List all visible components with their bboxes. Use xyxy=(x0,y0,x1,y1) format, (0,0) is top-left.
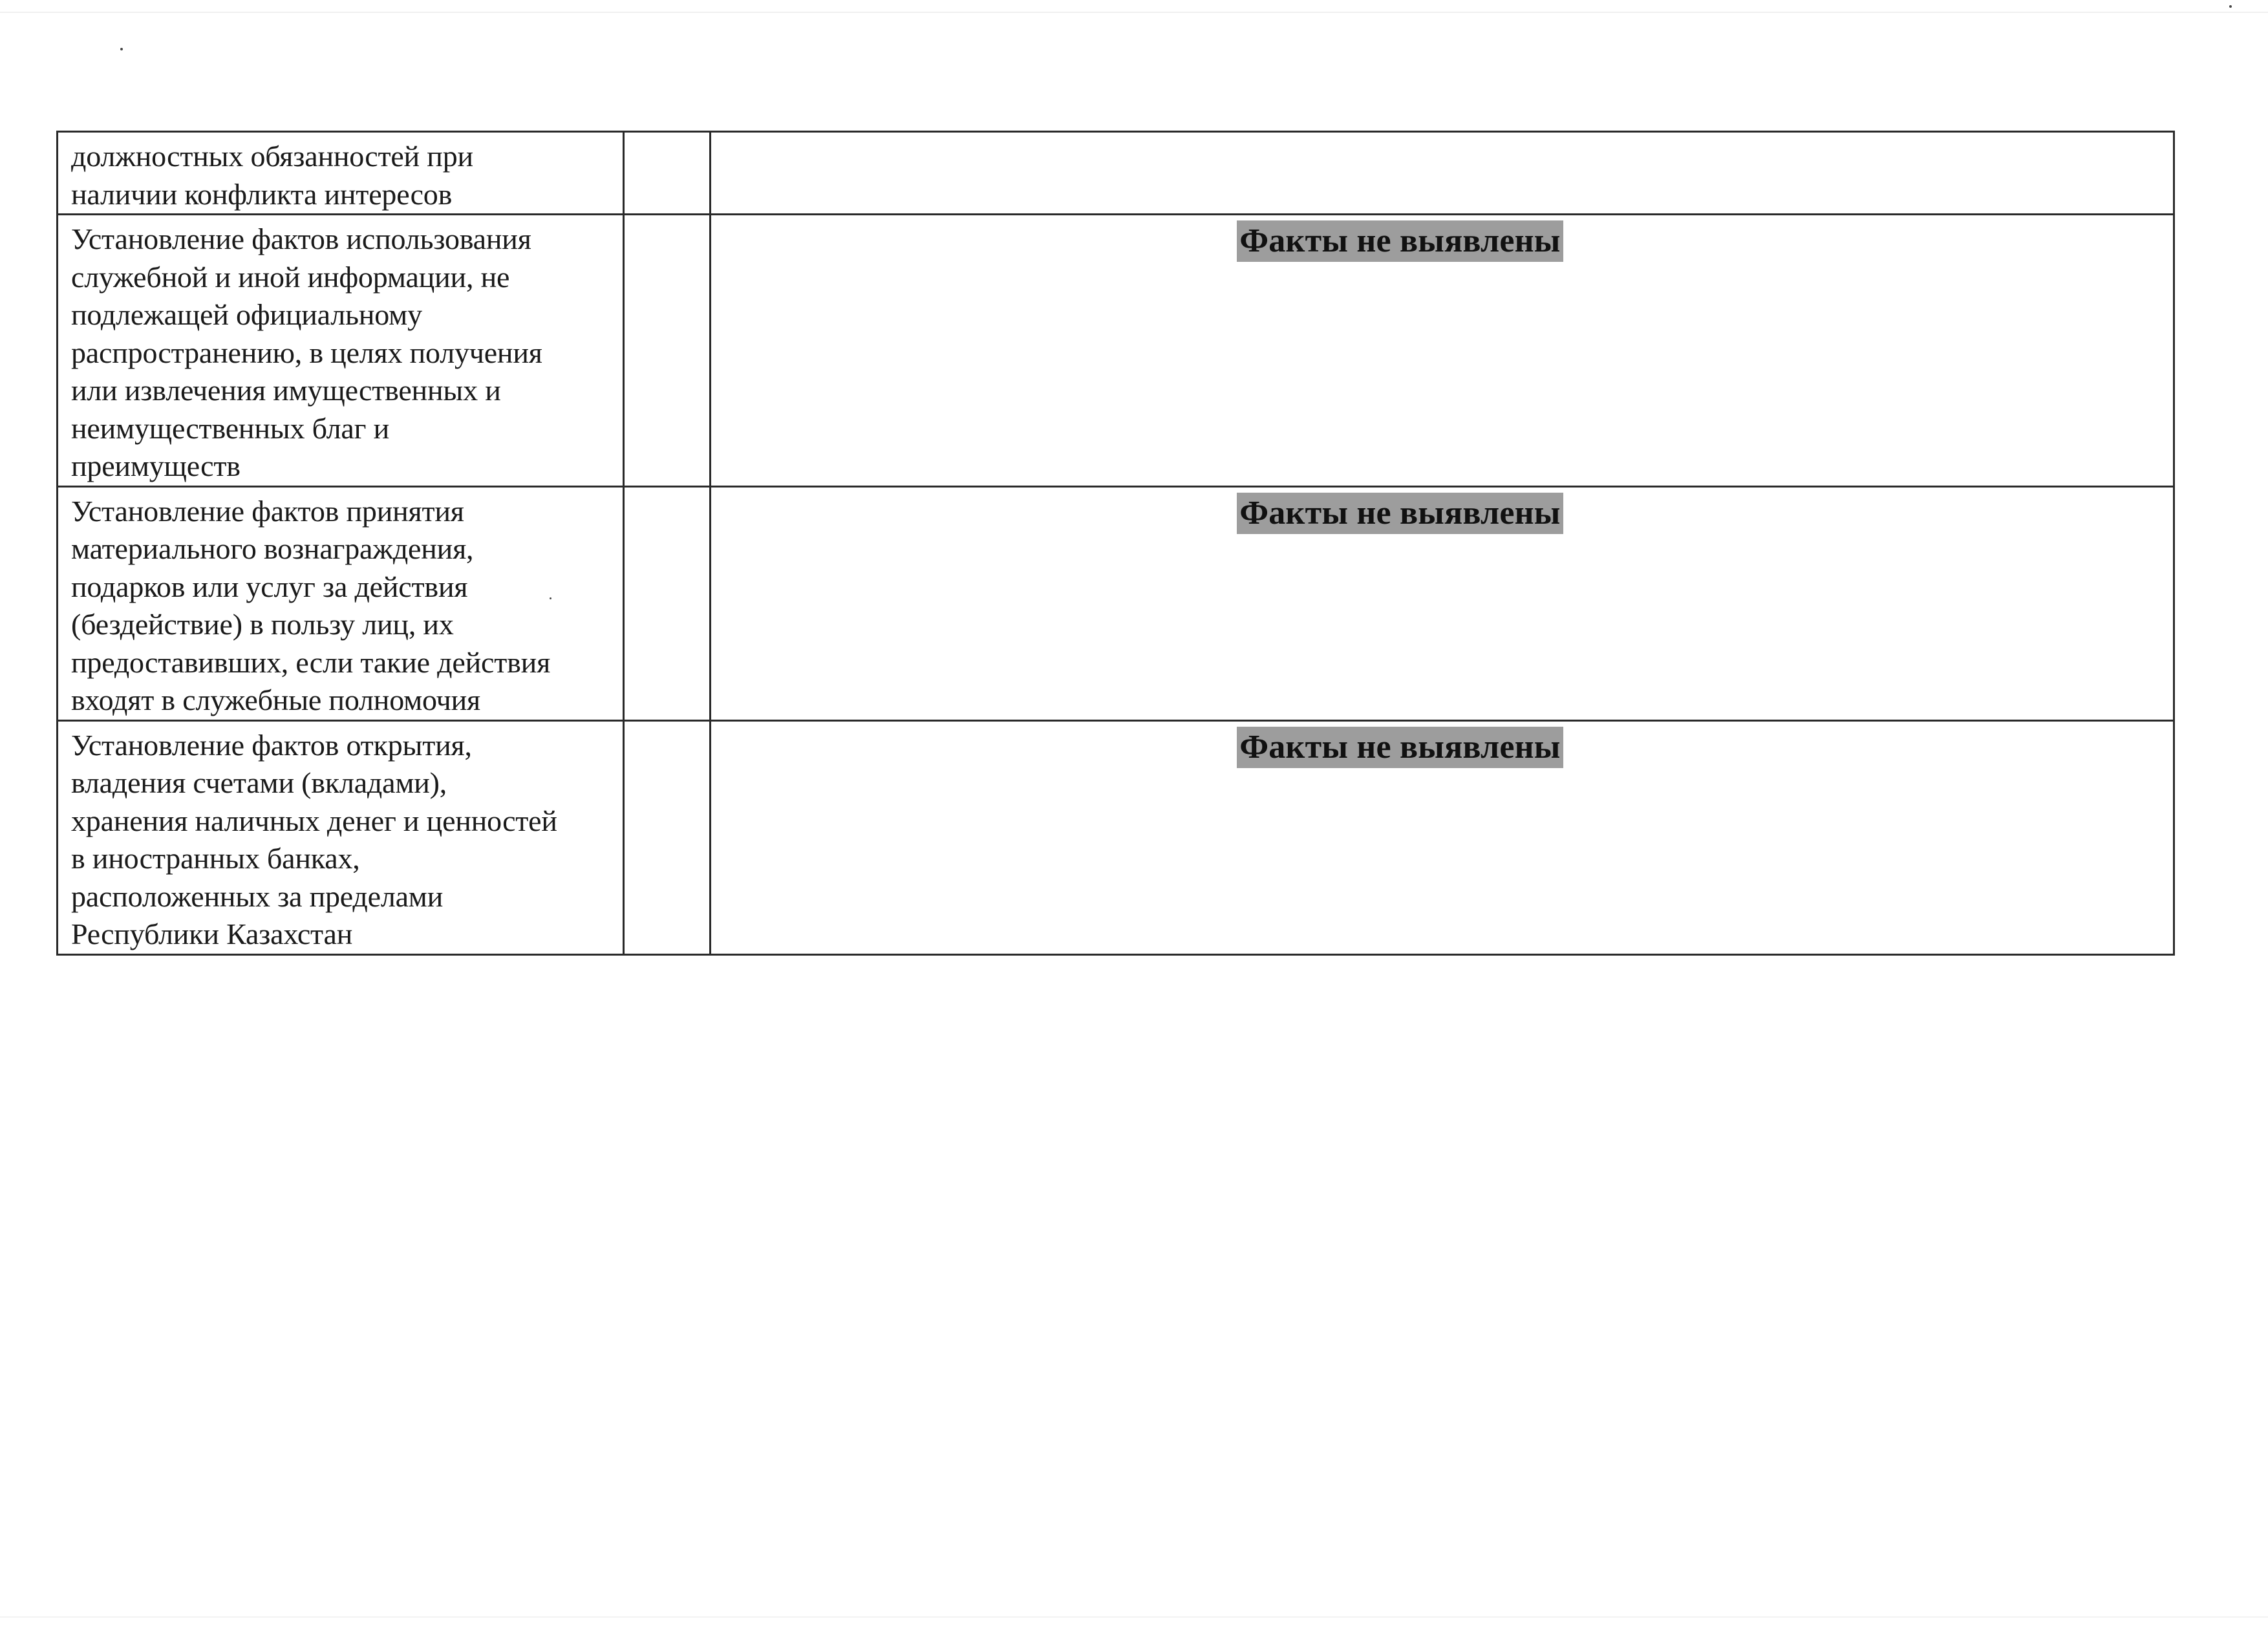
result-highlight: Факты не выявлены xyxy=(1237,727,1563,768)
mark-cell xyxy=(624,720,711,954)
result-cell xyxy=(711,720,2174,954)
scan-speck xyxy=(120,48,123,50)
scan-edge-bottom xyxy=(0,1616,2268,1618)
criterion-text: Установление фактов принятия материального вознаграждения, подарков или услуг за действия (бездействие) в пользу лиц, их предоставивших, если такие действия входят в служебные полномочия xyxy=(71,494,551,716)
scan-speck xyxy=(2229,5,2232,8)
criterion-cell xyxy=(58,132,624,215)
criterion-text: Установление фактов открытия, владения счетами (вкладами), хранения наличных денег и ценностей в иностранных банках, расположенных за пределами Республики Казахстан xyxy=(71,728,557,950)
result-cell xyxy=(711,132,2174,215)
criterion-text: Установление фактов использования служебной и иной информации, не подлежащей официальному распространению, в целях получения или извлечения имущественных и неимущественных благ и преимуществ xyxy=(71,222,542,482)
criterion-text: должностных обязанностей при наличии конфликта интересов xyxy=(71,140,473,211)
table-row xyxy=(58,486,2174,720)
result-cell xyxy=(711,486,2174,720)
criterion-cell xyxy=(58,215,624,487)
audit-results-table xyxy=(56,131,2175,956)
result-highlight: Факты не выявлены xyxy=(1237,220,1563,262)
mark-cell xyxy=(624,215,711,487)
mark-cell xyxy=(624,132,711,215)
result-cell xyxy=(711,215,2174,487)
mark-cell xyxy=(624,486,711,720)
result-highlight: Факты не выявлены xyxy=(1237,493,1563,534)
table-row xyxy=(58,215,2174,487)
table-row xyxy=(58,720,2174,954)
criterion-cell xyxy=(58,720,624,954)
criterion-cell xyxy=(58,486,624,720)
scan-edge-top xyxy=(0,12,2268,13)
table-row xyxy=(58,132,2174,215)
